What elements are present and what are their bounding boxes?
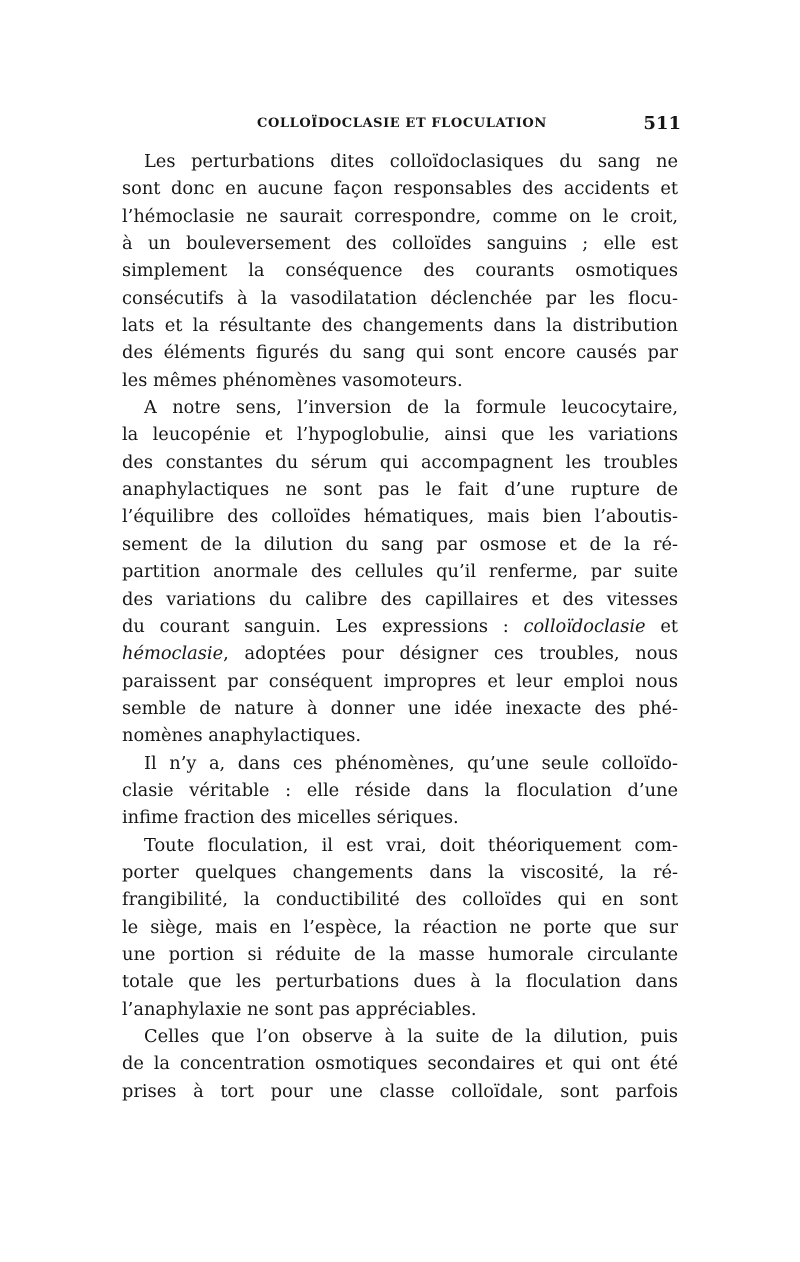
text-line: une portion si réduite de la masse humorale circulante — [122, 943, 678, 965]
text-line: à un bouleversement des colloïdes sanguins ; elle est — [122, 233, 678, 255]
text-line: sont donc en aucune façon responsables des accidents et — [122, 178, 678, 200]
text-line: l’anaphylaxie ne sont pas appréciables. — [122, 998, 477, 1020]
text-line: porter quelques changements dans la viscosité, la ré- — [122, 861, 678, 883]
text-line: totale que les perturbations dues à la floculation dans — [122, 971, 678, 993]
text-line: Il n’y a, dans ces phénomènes, qu’une seule colloïdo- — [144, 752, 678, 774]
text-line: A notre sens, l’inversion de la formule leucocytaire, — [144, 397, 678, 419]
text-line: partition anormale des cellules qu’il renferme, par suite — [122, 561, 678, 583]
text-line: clasie véritable : elle réside dans la floculation d’une — [122, 779, 678, 801]
text-line: des constantes du sérum qui accompagnent les troubles — [122, 451, 678, 473]
text-line: les mêmes phénomènes vasomoteurs. — [122, 369, 463, 391]
italic-term: hémoclasie — [122, 643, 224, 665]
text-line: semble de nature à donner une idée inexacte des phé- — [122, 697, 678, 719]
running-title: COLLOÏDOCLASIE ET FLOCULATION — [257, 116, 547, 131]
running-header — [257, 113, 681, 142]
body-text — [122, 148, 678, 1105]
text-line: lats et la résultante des changements dans la distribution — [122, 315, 678, 337]
text-line: l’équilibre des colloïdes hématiques, mais bien l’aboutis- — [122, 506, 678, 528]
text-line — [122, 613, 678, 640]
text-line: anaphylactiques ne sont pas le fait d’une rupture de — [122, 479, 678, 501]
text-line: de la concentration osmotiques secondaires et qui ont été — [122, 1053, 678, 1075]
page-number: 511 — [643, 113, 681, 134]
text-line: Celles que l’on observe à la suite de la dilution, puis — [144, 1026, 678, 1047]
text-line: le siège, mais en l’espèce, la réaction ne porte que sur — [122, 916, 678, 938]
text-segment: et — [660, 615, 678, 637]
text-line: sement de la dilution du sang par osmose et de la ré- — [122, 533, 678, 555]
text-segment: , adoptées pour désigner ces troubles, nous — [223, 643, 678, 665]
text-line: nomènes anaphylactiques. — [122, 725, 362, 747]
text-line: infime fraction des micelles sériques. — [122, 807, 459, 829]
text-line: la leucopénie et l’hypoglobulie, ainsi que les variations — [122, 424, 678, 446]
text-line — [122, 640, 678, 667]
text-line: l’hémoclasie ne saurait correspondre, comme on le croit, — [122, 205, 678, 227]
italic-term: colloïdoclasie — [523, 615, 646, 637]
text-segment: du courant sanguin. Les expressions : — [122, 615, 509, 637]
text-line: frangibilité, la conductibilité des colloïdes qui en sont — [122, 889, 678, 911]
text-line: consécutifs à la vasodilatation déclenchée par les flocu- — [122, 287, 678, 309]
text-line: paraissent par conséquent impropres et leur emploi nous — [122, 670, 678, 692]
text-line: des variations du calibre des capillaires et des vitesses — [122, 588, 678, 610]
text-line: Les perturbations dites colloïdoclasiques du sang ne — [144, 151, 678, 172]
text-line: simplement la conséquence des courants osmotiques — [122, 260, 678, 282]
text-line: Toute floculation, il est vrai, doit théoriquement com- — [144, 834, 678, 856]
text-line: des éléments figurés du sang qui sont encore causés par — [122, 342, 678, 364]
text-line: prises à tort pour une classe colloïdale, sont parfois — [122, 1080, 678, 1102]
